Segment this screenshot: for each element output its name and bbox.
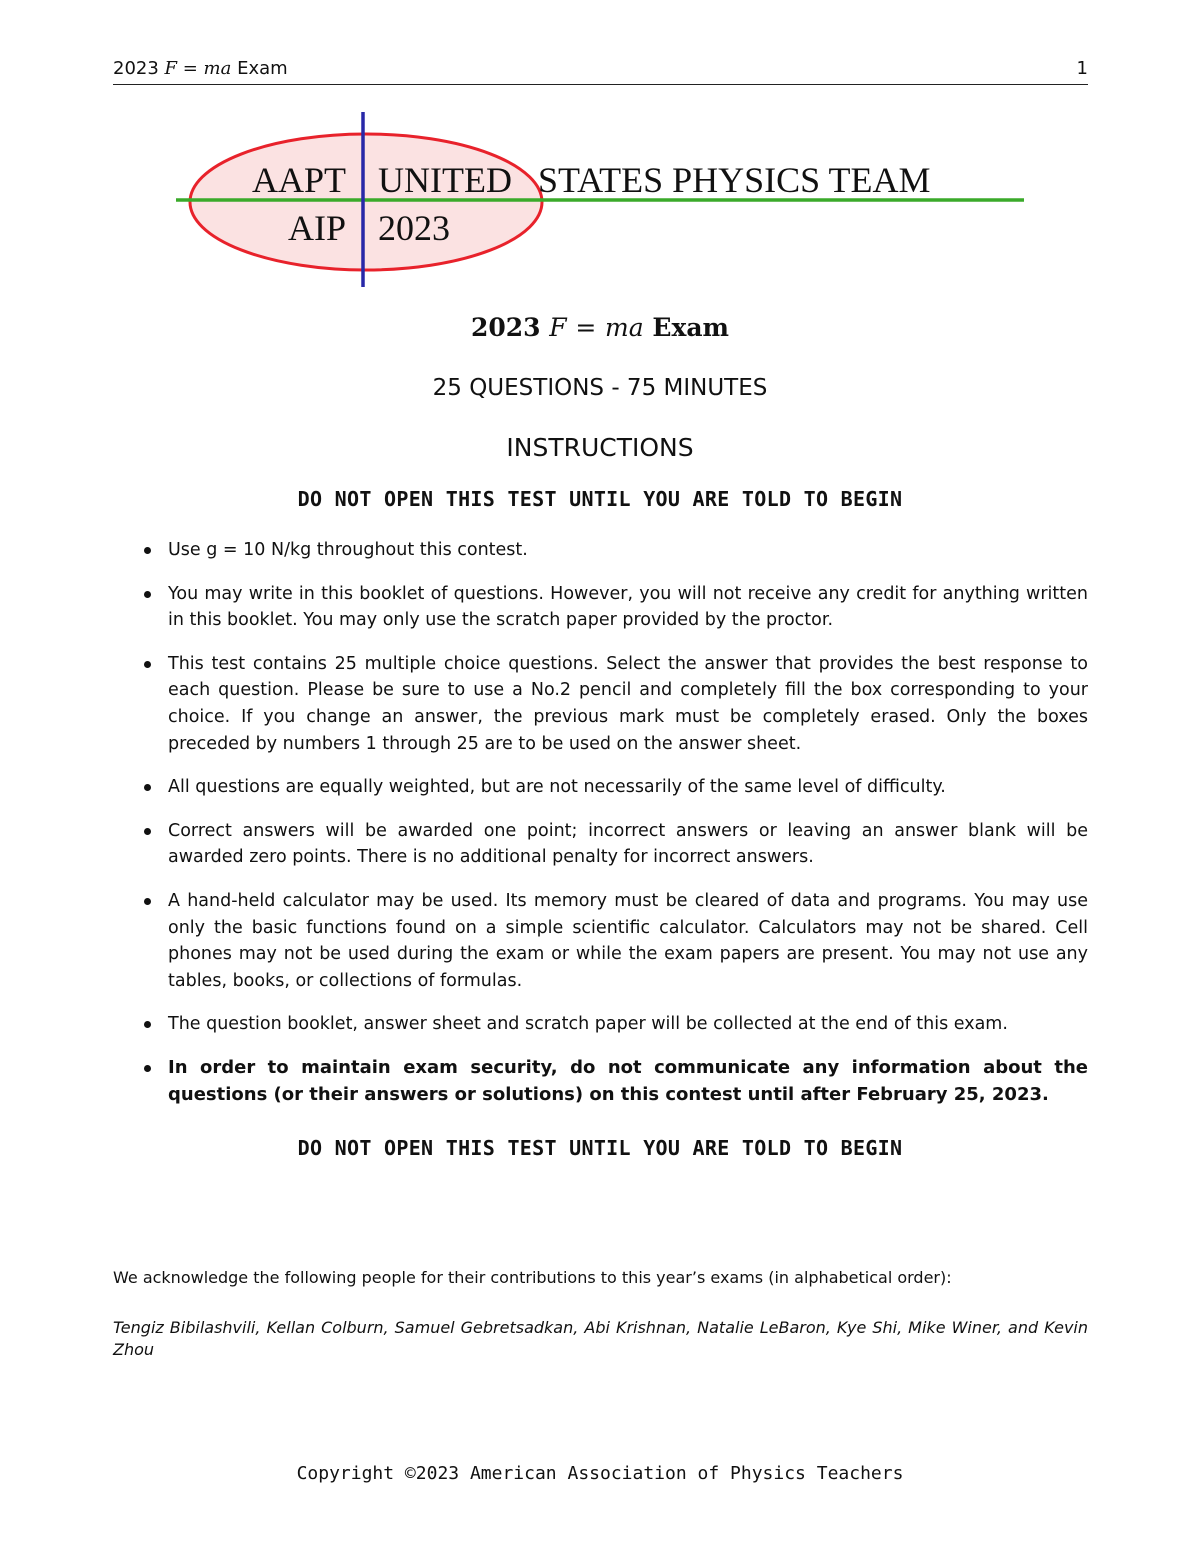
logo-year: 2023 bbox=[378, 208, 450, 248]
logo-states-physics-team: STATES PHYSICS TEAM bbox=[538, 160, 931, 200]
bullet-icon bbox=[144, 547, 151, 554]
instruction-item-security bbox=[140, 1055, 1088, 1108]
acknowledgment: We acknowledge the following people for their contributions to this year’s exams (in alphabetical order): bbox=[113, 1268, 952, 1287]
header-year: 2023 bbox=[113, 58, 159, 79]
instruction-text: In order to maintain exam security, do not communicate any information about the questions (or their answers or solutions) on this contest until after February 25, 2023. bbox=[168, 1056, 1088, 1105]
logo-aip: AIP bbox=[287, 208, 346, 248]
page-number: 1 bbox=[1076, 58, 1088, 79]
contributors-list: Tengiz Bibilashvili, Kellan Colburn, Samuel Gebretsadkan, Abi Krishnan, Natalie LeBaron, Kye Shi, Mike Winer, and Kevin Zhou bbox=[113, 1318, 1088, 1359]
logo-united: UNITED bbox=[378, 160, 512, 200]
instruction-text: The question booklet, answer sheet and scratch paper will be collected at the end of this exam. bbox=[168, 1014, 1008, 1035]
instruction-text: Correct answers will be awarded one point; incorrect answers or leaving an answer blank will be awarded zero points. There is no additional penalty for incorrect answers. bbox=[168, 820, 1088, 868]
instruction-item bbox=[140, 1011, 1088, 1038]
bullet-icon bbox=[144, 1065, 151, 1072]
instruction-text: You may write in this booklet of questions. However, you will not receive any credit for anything written in this booklet. You may only use the scratch paper provided by the proctor. bbox=[168, 583, 1088, 631]
header-exam-word: Exam bbox=[237, 58, 288, 79]
exam-title bbox=[0, 313, 1200, 342]
instructions-list bbox=[140, 537, 1088, 1125]
instruction-item bbox=[140, 774, 1088, 801]
instruction-item bbox=[140, 888, 1088, 994]
bullet-icon bbox=[144, 898, 151, 905]
instruction-text: All questions are equally weighted, but are not necessarily of the same level of difficulty. bbox=[168, 777, 946, 798]
header-title bbox=[113, 58, 288, 79]
bullet-icon bbox=[144, 784, 151, 791]
title-var-ma: ma bbox=[605, 313, 644, 342]
usapt-logo bbox=[170, 108, 1040, 293]
logo-ellipse bbox=[190, 134, 542, 270]
title-exam-word: Exam bbox=[652, 313, 730, 342]
bullet-icon bbox=[144, 661, 151, 668]
instructions-heading: INSTRUCTIONS bbox=[506, 433, 694, 462]
warning-bottom: DO NOT OPEN THIS TEST UNTIL YOU ARE TOLD TO BEGIN bbox=[297, 1136, 903, 1160]
logo-aapt: AAPT bbox=[251, 160, 346, 200]
instruction-text: Use g = 10 N/kg throughout this contest. bbox=[168, 540, 528, 560]
instruction-text: A hand-held calculator may be used. Its memory must be cleared of data and programs. You may use only the basic functions found on a simple scientific calculator. Calculators may not be shared. Cell phones may not be used during the exam or while the exam papers are present. You may not use any tables, books, or collections of formulas. bbox=[168, 890, 1088, 991]
instruction-text: This test contains 25 multiple choice questions. Select the answer that provides the best response to each question. Please be sure to use a No.2 pencil and completely fill the box corresponding to your choice. If you change an answer, the previous mark must be completely erased. Only the boxes preceded by numbers 1 through 25 are to be used on the answer sheet. bbox=[168, 653, 1088, 754]
bullet-icon bbox=[144, 1021, 151, 1028]
copyright: Copyright ©2023 American Association of Physics Teachers bbox=[296, 1463, 904, 1484]
instruction-item bbox=[140, 537, 1088, 564]
title-var-f: F bbox=[549, 313, 567, 342]
bullet-icon bbox=[144, 591, 151, 598]
title-year: 2023 bbox=[470, 313, 541, 342]
bullet-icon bbox=[144, 828, 151, 835]
instruction-item bbox=[140, 651, 1088, 757]
instruction-item bbox=[140, 581, 1088, 634]
instruction-item bbox=[140, 818, 1088, 871]
warning-top: DO NOT OPEN THIS TEST UNTIL YOU ARE TOLD TO BEGIN bbox=[297, 487, 903, 511]
header-formula: F = ma bbox=[164, 58, 232, 79]
page-header bbox=[113, 58, 1088, 85]
exam-subtitle: 25 QUESTIONS - 75 MINUTES bbox=[432, 375, 768, 401]
title-equals: = bbox=[575, 313, 597, 342]
